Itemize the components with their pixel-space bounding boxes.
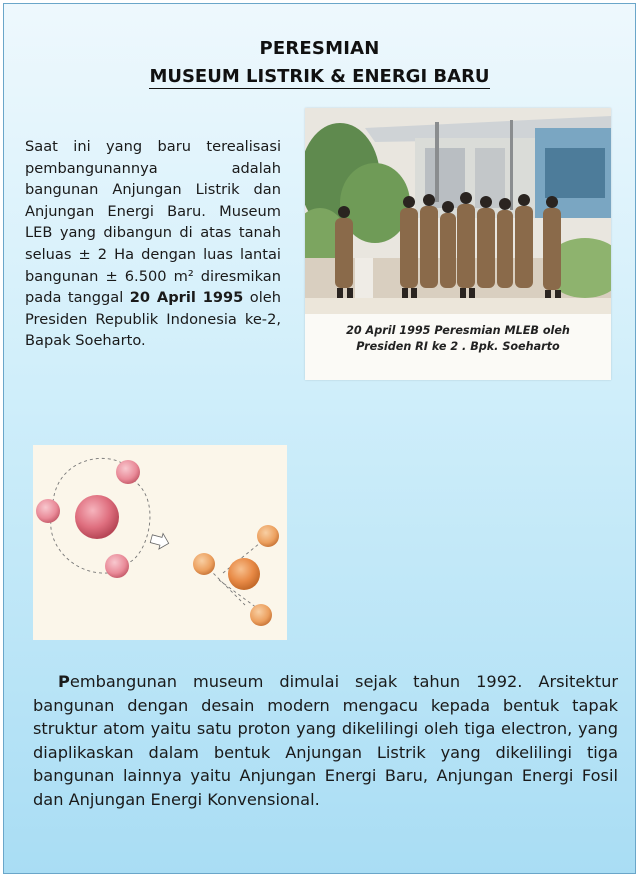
- electron-circle-bottom: [105, 554, 129, 578]
- particle-circle-top: [257, 525, 279, 547]
- electron-circle-top: [116, 460, 140, 484]
- atom-structure-illustration: [33, 445, 287, 640]
- intro-paragraph: [25, 136, 281, 352]
- electron-circle-left: [36, 499, 60, 523]
- proton-circle: [75, 495, 119, 539]
- photo-caption-line-2: Presiden RI ke 2 . Bpk. Soeharto: [356, 340, 560, 353]
- body-first-letter: P: [58, 672, 70, 691]
- page-subtitle: [4, 66, 635, 87]
- photo-caption-line-1: 20 April 1995 Peresmian MLEB oleh: [346, 324, 570, 337]
- inauguration-date: 20 April 1995: [129, 289, 244, 307]
- particle-circle-left: [193, 553, 215, 575]
- photo-caption: [313, 323, 603, 355]
- nucleus-circle: [228, 558, 260, 590]
- page: [3, 3, 636, 874]
- intro-text-end: oleh Presiden Republik Indonesia ke-2, Bapak Soeharto.: [25, 289, 281, 350]
- particle-circle-bottom: [250, 604, 272, 626]
- page-title: PERESMIAN: [259, 38, 380, 59]
- inauguration-photo: [305, 108, 611, 380]
- intro-text-start: Saat ini yang baru terealisasi pembangunannya adalah bangunan Anjungan Listrik dan Anjungan Energi Baru. Museum LEB yang dibangun di atas tanah seluas ± 2 Ha dengan luas lantai bangunan ± 6.500 m² diresmikan pada tanggal: [25, 138, 281, 307]
- body-paragraph: [33, 670, 618, 812]
- page-subtitle-text: MUSEUM LISTRIK & ENERGI BARU: [149, 66, 490, 87]
- atom-diagram: [33, 445, 287, 640]
- body-text: embangunan museum dimulai sejak tahun 1992. Arsitektur bangunan dengan desain modern mengacu kepada bentuk tapak struktur atom yaitu satu proton yang dikelilingi oleh tiga electron, yang diaplikaskan dalam bentuk Anjungan Listrik yang dikelilingi tiga bangunan lainnya yaitu Anjungan Energi Baru, Anjungan Energi Fosil dan Anjungan Energi Konvensional.: [33, 672, 618, 809]
